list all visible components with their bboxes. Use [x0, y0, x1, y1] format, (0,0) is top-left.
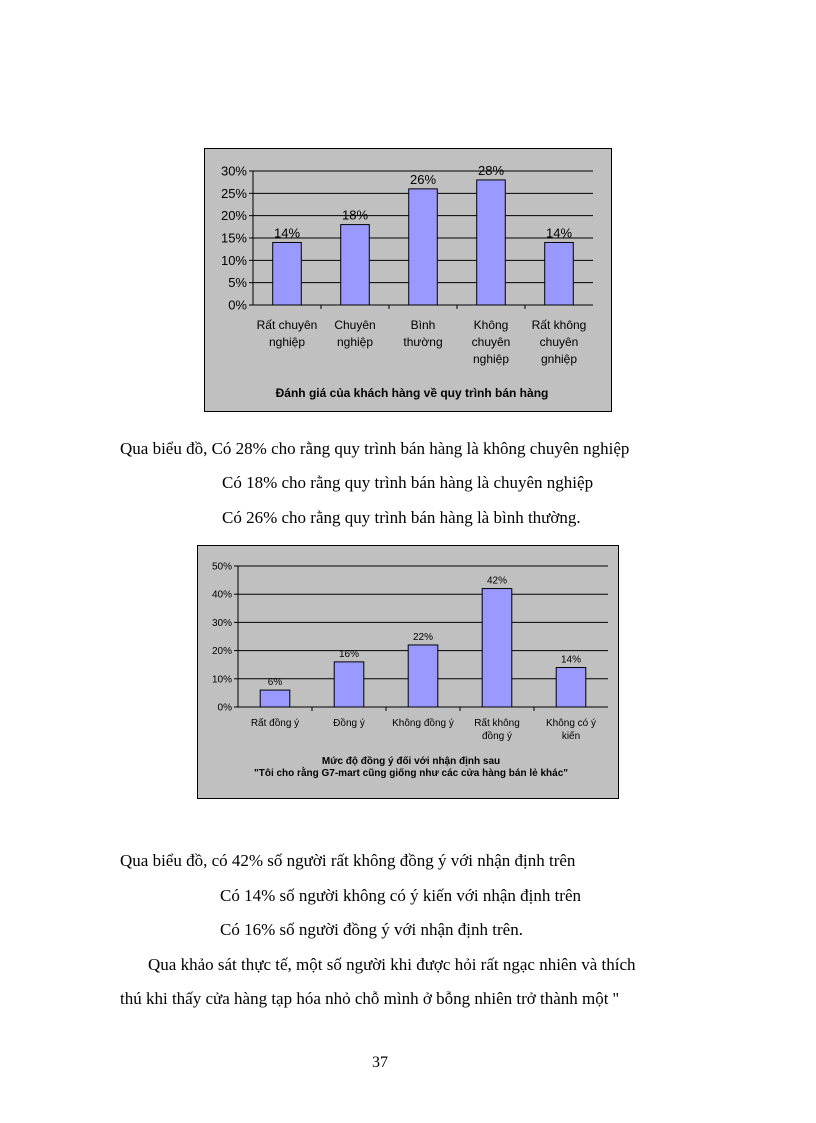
chart1-y-tick-label: 15% — [220, 230, 247, 246]
chart1-category-label: nghiệp — [336, 335, 374, 349]
chart1-category-label: nghiệp — [268, 335, 306, 349]
chart1-category-label: chuyên — [471, 335, 511, 349]
chart-1-svg — [205, 149, 611, 411]
chart2-y-tick-label: 0% — [217, 702, 232, 714]
chart2-y-tick-label: 10% — [211, 674, 232, 686]
chart2-y-tick-label: 20% — [211, 646, 232, 658]
paragraph-2-line-3: Có 16% số người đồng ý với nhận định trên. — [220, 920, 523, 939]
chart1-data-label: 18% — [341, 207, 369, 223]
paragraph-1-line-2: Có 18% cho rằng quy trình bán hàng là chuyên nghiệp — [222, 473, 594, 492]
chart2-category-label: Rất không — [474, 718, 520, 729]
chart1-category-label: nghiệp — [472, 352, 510, 366]
chart2-title: Mức độ đồng ý đối với nhận định sau — [321, 756, 501, 767]
chart1-data-label: 14% — [273, 225, 301, 241]
chart-2-svg — [198, 546, 618, 798]
chart2-title: "Tôi cho rằng G7-mart cũng giống như các cửa hàng bán lẻ khác" — [253, 768, 569, 779]
chart2-bar — [334, 662, 364, 707]
chart1-bar — [477, 180, 506, 305]
chart2-y-tick-label: 40% — [211, 589, 232, 601]
chart1-data-label: 28% — [477, 162, 505, 178]
chart2-bar — [260, 690, 290, 707]
chart1-y-tick-label: 0% — [228, 297, 247, 313]
chart2-data-label: 16% — [338, 648, 360, 660]
chart1-bar — [545, 242, 574, 305]
chart1-category-label: gnhiệp — [540, 352, 578, 366]
chart2-bar — [408, 645, 438, 707]
chart1-y-tick-label: 5% — [228, 275, 247, 291]
chart1-y-tick-label: 20% — [220, 208, 247, 224]
chart1-y-tick-label: 25% — [220, 185, 247, 201]
chart2-data-label: 22% — [412, 631, 434, 643]
chart2-bar — [556, 668, 586, 707]
chart1-data-label: 26% — [409, 171, 437, 187]
chart1-title: Đánh giá của khách hàng về quy trình bán hàng — [275, 386, 549, 400]
chart1-bar — [273, 242, 302, 305]
chart1-data-label: 14% — [545, 225, 573, 241]
chart2-data-label: 6% — [267, 677, 283, 689]
chart1-bar — [341, 225, 370, 305]
paragraph-1-line-1: Qua biểu đồ, Có 28% cho rằng quy trình bán hàng là không chuyên nghiệp — [120, 439, 630, 458]
chart-1-customer-evaluation — [204, 148, 612, 412]
chart1-category-label: Chuyên — [334, 318, 376, 332]
chart1-y-tick-label: 30% — [220, 163, 247, 179]
chart1-category-label: Bình — [410, 318, 436, 332]
chart2-data-label: 14% — [560, 654, 582, 666]
paragraph-2-line-2: Có 14% số người không có ý kiến với nhận định trên — [220, 886, 582, 905]
chart-2-agreement-level — [197, 545, 619, 799]
chart2-category-label: đồng ý — [481, 731, 513, 742]
chart2-category-label: kiến — [561, 731, 581, 742]
chart2-y-tick-label: 50% — [211, 561, 232, 573]
chart2-y-tick-label: 30% — [211, 617, 232, 629]
chart1-category-label: Rất không — [531, 318, 587, 332]
chart2-category-label: Rất đồng ý — [250, 718, 300, 729]
chart2-category-label: Đồng ý — [333, 718, 365, 729]
chart2-category-label: Không đồng ý — [392, 718, 454, 729]
page-number: 37 — [372, 1054, 388, 1071]
chart1-category-label: Rất chuyên — [256, 318, 318, 332]
chart1-category-label: thường — [403, 335, 443, 349]
paragraph-3-line-2: thú khi thấy cửa hàng tạp hóa nhỏ chỗ mình ở bỗng nhiên trở thành một '' — [120, 989, 619, 1008]
chart1-category-label: Không — [473, 318, 509, 332]
chart2-bar — [482, 589, 512, 707]
chart2-category-label: Không có ý — [545, 718, 597, 729]
paragraph-3-line-1: Qua khảo sát thực tế, một số người khi được hỏi rất ngạc nhiên và thích — [148, 955, 636, 974]
paragraph-1-line-3: Có 26% cho rằng quy trình bán hàng là bình thường. — [222, 508, 581, 527]
chart1-y-tick-label: 10% — [220, 252, 247, 268]
chart1-category-label: chuyên — [539, 335, 579, 349]
chart2-data-label: 42% — [486, 575, 508, 587]
paragraph-2-line-1: Qua biểu đồ, có 42% số người rất không đồng ý với nhận định trên — [120, 851, 576, 870]
chart1-bar — [409, 189, 438, 305]
